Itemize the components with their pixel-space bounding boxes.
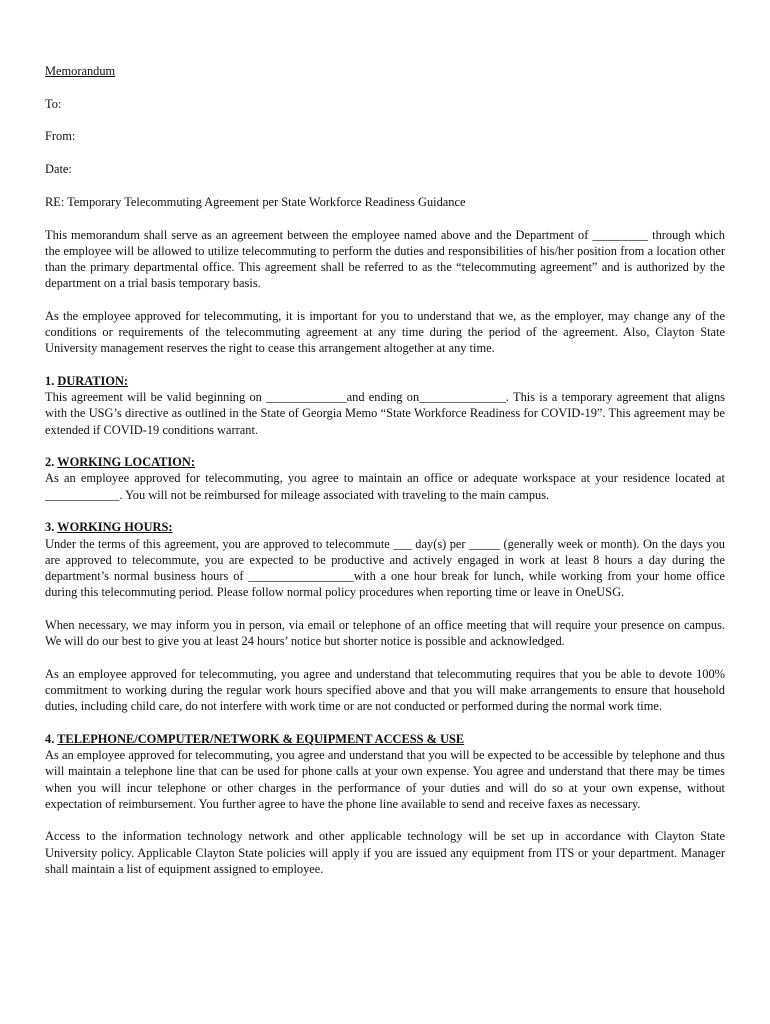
section-heading <box>45 519 725 535</box>
re-line: RE: Temporary Telecommuting Agreement per State Workforce Readiness Guidance <box>45 194 466 209</box>
from-line: From: <box>45 129 76 144</box>
section-title: WORKING HOURS: <box>57 520 173 535</box>
section-number: 4. <box>45 731 58 746</box>
section-working-hours <box>45 519 725 600</box>
section-body: Under the terms of this agreement, you are approved to telecommute ___ day(s) per _____ (generally week or month). On the days you are approved to telecommute, you are expected to be productive and actively engaged in work at least 8 hours a day during the department’s normal business hours of _________________with a one hour break for lunch, while working from your home office during this telecommuting period. Please follow normal policy procedures when reporting time or leave in OneUSG. <box>45 536 725 600</box>
section-number: 1. <box>45 373 58 388</box>
section-heading <box>45 731 725 747</box>
intro-paragraph-2: As the employee approved for telecommuting, it is important for you to understand that we, as the employer, may change any of the conditions or requirements of the telecommuting agreement at any time during the period of the agreement. Also, Clayton State University management reserves the right to cease this arrangement altogether at any time. <box>45 308 725 356</box>
section-title: DURATION: <box>57 373 129 388</box>
section-number: 3. <box>45 520 58 535</box>
section-body: As an employee approved for telecommuting, you agree to maintain an office or adequate workspace at your residence located at ____________. You will not be reimbursed for mileage associated with traveling to the main campus. <box>45 471 725 502</box>
section-number: 2. <box>45 455 58 470</box>
working-hours-paragraph-3: As an employee approved for telecommuting, you agree and understand that telecommuting requires that you be able to devote 100% commitment to working during the regular work hours specified above and that you will make arrangements to ensure that household duties, including child care, do not interfere with work time or are not conducted or performed during the normal work time. <box>45 666 725 714</box>
section-title: WORKING LOCATION: <box>57 455 195 470</box>
section-equipment <box>45 731 725 812</box>
to-line: To: <box>45 96 62 111</box>
equipment-paragraph-2: Access to the information technology network and other applicable technology will be set up in accordance with Clayton State University policy. Applicable Clayton State policies will apply if you are issued any equipment from ITS or your department. Manager shall maintain a list of equipment assigned to employee. <box>45 829 725 876</box>
working-hours-paragraph-2: When necessary, we may inform you in person, via email or telephone of an office meeting that will require your presence on campus. We will do our best to give you at least 24 hours’ notice but shorter notice is possible and acknowledged. <box>45 617 725 649</box>
section-heading <box>45 373 725 389</box>
section-title: TELEPHONE/COMPUTER/NETWORK & EQUIPMENT ACCESS & USE <box>57 731 465 746</box>
section-heading <box>45 454 725 470</box>
section-body: As an employee approved for telecommuting, you agree and understand that you will be expected to be accessible by telephone and thus will maintain a telephone line that can be used for phone calls at your own expense. You agree and understand that there may be times when you will incur telephone or other charges in the performance of your duties and will do so at your own expense, without expectation of reimbursement. You further agree to have the phone line available to send and receive faxes as necessary. <box>45 748 725 811</box>
memo-title: Memorandum <box>45 64 116 78</box>
section-working-location <box>45 454 725 503</box>
date-line: Date: <box>45 162 72 177</box>
section-body: This agreement will be valid beginning on _____________and ending on______________. This is a temporary agreement that aligns with the USG’s directive as outlined in the State of Georgia Memo “State Workforce Readiness for COVID-19”. This agreement may be extended if COVID-19 conditions warrant. <box>45 390 725 437</box>
section-duration <box>45 373 725 438</box>
intro-paragraph-1: This memorandum shall serve as an agreement between the employee named above and the Department of _________ through which the employee will be allowed to utilize telecommuting to perform the duties and responsibilities of his/her position from a location other than the primary departmental office. This agreement shall be referred to as the “telecommuting agreement” and is authorized by the department on a trial basis temporary basis. <box>45 227 725 291</box>
